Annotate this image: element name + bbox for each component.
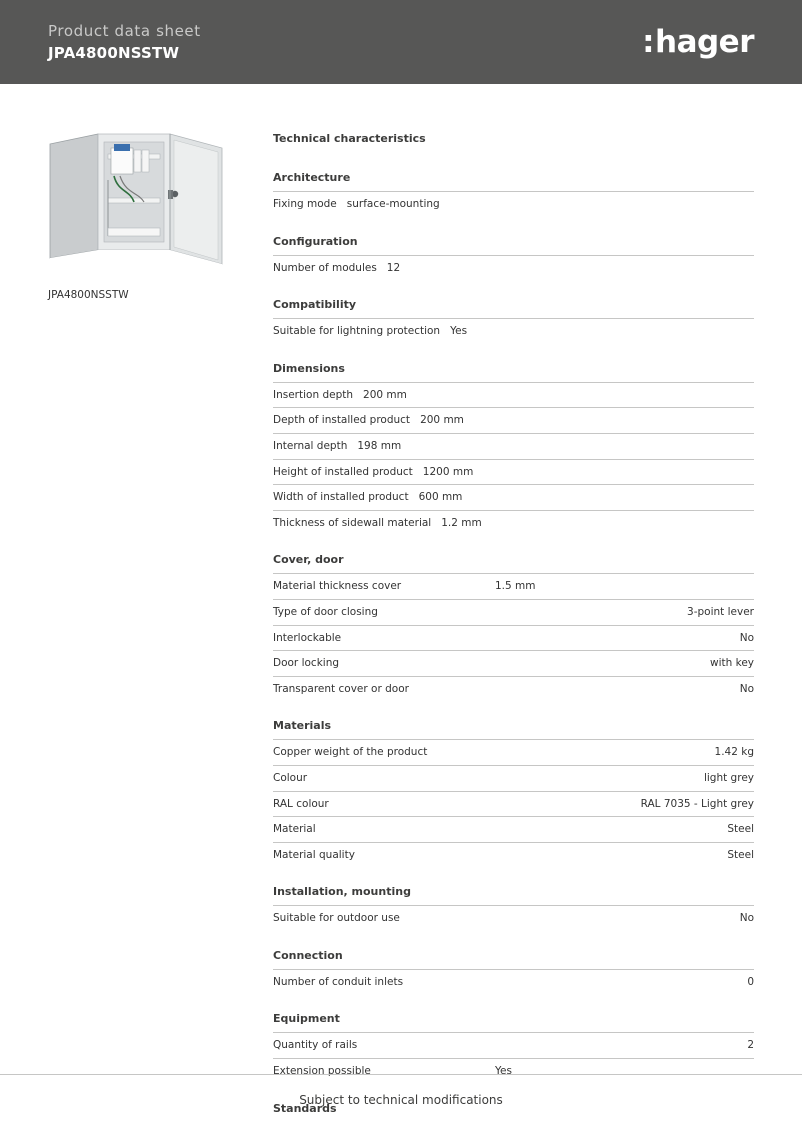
- spec-row: [273, 676, 754, 702]
- spec-label: Depth of installed product: [273, 414, 411, 427]
- footer-note: Subject to technical modifications: [299, 1093, 503, 1107]
- spec-value: 0: [747, 975, 754, 988]
- spec-value: light grey: [703, 771, 754, 784]
- spec-value: 1.42 kg: [714, 746, 754, 759]
- spec-value: Yes: [450, 325, 468, 338]
- spec-value: 12: [386, 261, 401, 274]
- product-photo-distribution-board: [48, 132, 223, 267]
- spec-value: 200 mm: [363, 388, 407, 401]
- spec-row: [273, 407, 754, 433]
- spec-value: Steel: [727, 823, 754, 836]
- spec-label: Suitable for lightning protection: [273, 325, 441, 338]
- spec-group: [273, 235, 754, 281]
- spec-label: Extension possible: [273, 1065, 371, 1078]
- spec-group-title: Dimensions: [273, 361, 345, 375]
- spec-value: No: [739, 631, 754, 644]
- spec-label: Interlockable: [273, 631, 342, 644]
- spec-label: Thickness of sidewall material: [273, 516, 432, 529]
- spec-row: [273, 791, 754, 817]
- spec-row: [273, 484, 754, 510]
- spec-row: [273, 739, 754, 765]
- spec-label: Width of installed product: [273, 491, 409, 504]
- spec-group-title: Equipment: [273, 1012, 340, 1026]
- spec-label: Number of modules: [273, 261, 377, 274]
- spec-group-title: Configuration: [273, 234, 358, 248]
- page-content: [0, 84, 802, 1133]
- header-titles: [48, 22, 201, 63]
- logo-text: hager: [655, 24, 754, 60]
- product-caption: JPA4800NSSTW: [48, 289, 129, 301]
- spec-group: [273, 1012, 754, 1083]
- spec-value: 200 mm: [420, 414, 464, 427]
- spec-label: Suitable for outdoor use: [273, 912, 400, 925]
- spec-group-title: Cover, door: [273, 553, 344, 567]
- spec-row: [273, 459, 754, 485]
- spec-label: Height of installed product: [273, 465, 413, 478]
- page-header: [0, 0, 802, 84]
- spec-label: Insertion depth: [273, 388, 354, 401]
- spec-label: Number of conduit inlets: [273, 975, 404, 988]
- spec-value: surface-mounting: [346, 198, 440, 210]
- spec-row: [273, 510, 754, 536]
- spec-value: 3-point lever: [687, 605, 754, 618]
- spec-label: RAL colour: [273, 797, 329, 810]
- spec-value: 600 mm: [418, 491, 463, 504]
- spec-group-title: Materials: [273, 719, 332, 733]
- spec-row: [273, 765, 754, 791]
- hager-logo: [642, 24, 754, 60]
- spec-label: Material: [273, 823, 316, 836]
- spec-label: Type of door closing: [273, 605, 378, 618]
- product-column: [48, 132, 273, 1133]
- spec-group: [273, 719, 754, 867]
- spec-row: [273, 433, 754, 459]
- page-title: Product data sheet: [48, 21, 201, 40]
- spec-group: [273, 171, 754, 217]
- spec-row: [273, 625, 754, 651]
- spec-label: Material quality: [273, 848, 355, 861]
- specification-groups: [273, 171, 754, 1115]
- spec-row: [273, 255, 754, 281]
- spec-label: Internal depth: [273, 439, 348, 452]
- spec-group-title: Compatibility: [273, 298, 357, 312]
- technical-characteristics-heading: Technical characteristics: [273, 132, 426, 145]
- spec-group-title: Installation, mounting: [273, 885, 411, 899]
- spec-group: [273, 362, 754, 536]
- spec-label: Transparent cover or door: [273, 682, 409, 695]
- spec-value: 1200 mm: [422, 465, 474, 478]
- spec-value: 1.2 mm: [441, 516, 482, 529]
- spec-row: [273, 318, 754, 344]
- spec-row: [273, 599, 754, 625]
- spec-row: [273, 969, 754, 995]
- product-reference: JPA4800NSSTW: [48, 43, 180, 62]
- spec-value: Yes: [495, 1065, 512, 1078]
- spec-label: Quantity of rails: [273, 1039, 358, 1052]
- spec-label: Material thickness cover: [273, 580, 402, 593]
- spec-value: 198 mm: [357, 439, 402, 452]
- spec-value: Steel: [727, 848, 754, 861]
- spec-row: [273, 905, 754, 931]
- spec-value: with key: [710, 657, 754, 670]
- spec-label: Copper weight of the product: [273, 746, 428, 759]
- spec-group-title: Standards: [273, 1101, 337, 1115]
- spec-row: [273, 191, 754, 217]
- spec-group: [273, 298, 754, 344]
- spec-value: 2: [747, 1039, 754, 1052]
- spec-value: No: [739, 912, 754, 925]
- specifications-column: [273, 132, 754, 1133]
- spec-group-title: Architecture: [273, 171, 351, 184]
- spec-row: [273, 842, 754, 868]
- page-footer: [0, 1074, 802, 1134]
- spec-value: 1.5 mm: [495, 580, 536, 593]
- spec-value: No: [739, 682, 754, 695]
- spec-label: Door locking: [273, 657, 340, 670]
- spec-label: Colour: [273, 771, 308, 784]
- logo-colon-icon: :: [642, 24, 654, 60]
- spec-row: [273, 816, 754, 842]
- spec-group-title: Connection: [273, 948, 343, 962]
- spec-label: Fixing mode: [273, 198, 337, 210]
- spec-row: [273, 573, 754, 599]
- spec-group: [273, 885, 754, 931]
- spec-value: RAL 7035 - Light grey: [640, 797, 754, 810]
- spec-group: [273, 949, 754, 995]
- spec-group: [273, 553, 754, 701]
- spec-row: [273, 650, 754, 676]
- spec-row: [273, 382, 754, 408]
- spec-row: [273, 1032, 754, 1058]
